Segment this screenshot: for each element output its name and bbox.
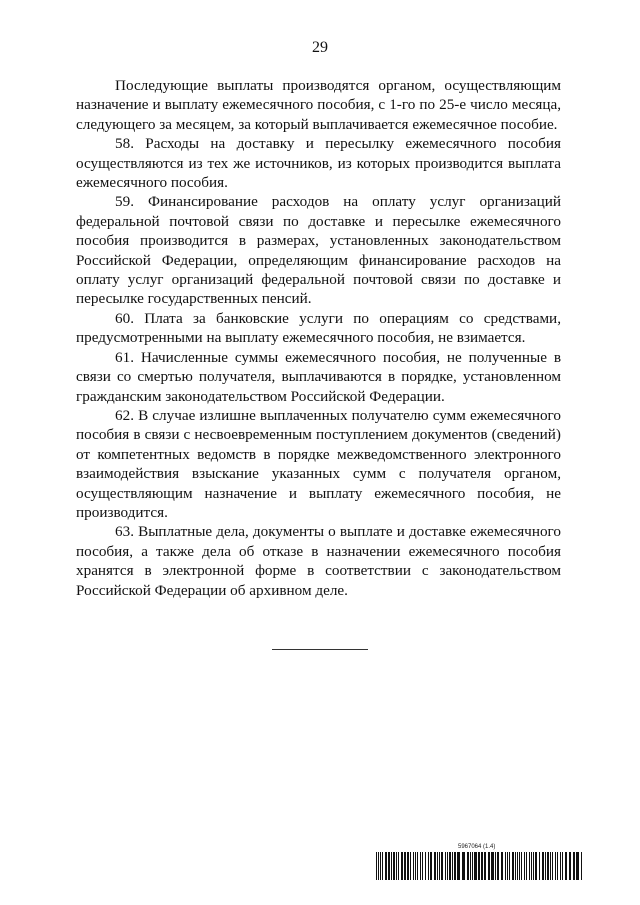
barcode-bar bbox=[437, 852, 438, 880]
barcode-bar bbox=[413, 852, 414, 880]
barcode-bar bbox=[439, 852, 440, 880]
barcode-bar bbox=[488, 852, 490, 880]
barcode-bar bbox=[517, 852, 518, 880]
barcode-bar bbox=[524, 852, 525, 880]
barcode-bar bbox=[430, 852, 432, 880]
barcode-bar bbox=[380, 852, 381, 880]
barcode-bar bbox=[415, 852, 416, 880]
end-separator-line bbox=[272, 649, 368, 650]
barcode-bar bbox=[452, 852, 453, 880]
barcode-bar bbox=[573, 852, 575, 880]
barcode-bar bbox=[581, 852, 582, 880]
barcode-bar bbox=[539, 852, 540, 880]
barcode-bar bbox=[542, 852, 544, 880]
barcode-bar bbox=[470, 852, 471, 880]
document-body bbox=[76, 76, 561, 600]
barcode-bar bbox=[420, 852, 421, 880]
barcode-bar bbox=[545, 852, 546, 880]
barcode-bar bbox=[521, 852, 522, 880]
paragraph-61: 61. Начисленные суммы ежемесячного пособия, не полученные в связи со смертью получателя, выплачиваются в порядке, установленном гражданским законодательством Российской Федерации. bbox=[76, 348, 561, 405]
barcode-bar bbox=[560, 852, 561, 880]
barcode-bar bbox=[396, 852, 397, 880]
barcode-bar bbox=[385, 852, 387, 880]
barcode-bar bbox=[478, 852, 480, 880]
paragraph-62: 62. В случае излишне выплаченных получателю сумм ежемесячного пособия в связи с несвоевременным поступлением документов (сведений) от компетентных ведомств в порядке межведомственного электронного взаимодействия взыскание указанных сумм с получателя органом, осуществляющим назначение и выплату ежемесячного пособия, не производится. bbox=[76, 406, 561, 521]
barcode-bar bbox=[467, 852, 469, 880]
barcode-bar bbox=[509, 852, 510, 880]
barcode-bar bbox=[507, 852, 508, 880]
barcode-bar bbox=[428, 852, 429, 880]
barcode-bar bbox=[535, 852, 537, 880]
barcode-bar bbox=[501, 852, 503, 880]
barcode-bar bbox=[519, 852, 520, 880]
paragraph-58: 58. Расходы на доставку и пересылку ежемесячного пособия осуществляются из тех же источников, из которых производится выплата ежемесячного пособия. bbox=[76, 135, 561, 192]
barcode-bar bbox=[462, 852, 465, 880]
paragraph-63: 63. Выплатные дела, документы о выплате и доставке ежемесячного пособия, а также дела об отказе в назначении ежемесячного пособия хранятся в электронной форме в соответствии с законодательством Российской Федерации об архивном деле. bbox=[76, 523, 561, 599]
barcode-bar bbox=[417, 852, 418, 880]
barcode-bar bbox=[388, 852, 390, 880]
barcode-bar bbox=[457, 852, 460, 880]
barcode-bar bbox=[407, 852, 409, 880]
barcode-bar bbox=[569, 852, 571, 880]
barcode-bar bbox=[445, 852, 446, 880]
barcode-bar bbox=[497, 852, 499, 880]
barcode-bar bbox=[512, 852, 514, 880]
barcode-bar bbox=[404, 852, 406, 880]
barcode-bar bbox=[441, 852, 443, 880]
barcode-bar bbox=[547, 852, 549, 880]
paragraph-continuation: Последующие выплаты производятся органом, осуществляющим назначение и выплату ежемесячного пособия, с 1-го по 25-е число месяца, следующего за месяцем, за который выплачивается ежемесячное пособие. bbox=[76, 77, 561, 133]
barcode-bar bbox=[552, 852, 553, 880]
barcode-bar bbox=[376, 852, 377, 880]
barcode-bar bbox=[382, 852, 383, 880]
barcode-bar bbox=[481, 852, 483, 880]
barcode-bar bbox=[410, 852, 411, 880]
stamp-code: 5967064 (1.4) bbox=[458, 844, 496, 850]
page-number: 29 bbox=[312, 39, 328, 56]
barcode-bar bbox=[531, 852, 532, 880]
barcode-bar bbox=[565, 852, 567, 880]
barcode-bar bbox=[562, 852, 563, 880]
barcode-bar bbox=[454, 852, 456, 880]
barcode-bar bbox=[505, 852, 506, 880]
barcode-bar bbox=[422, 852, 423, 880]
barcode-bar bbox=[401, 852, 403, 880]
barcode-bar bbox=[526, 852, 527, 880]
barcode-bar bbox=[484, 852, 486, 880]
barcode-bar bbox=[555, 852, 556, 880]
barcode-bar bbox=[533, 852, 534, 880]
barcode-bar bbox=[474, 852, 477, 880]
barcode-bar bbox=[515, 852, 516, 880]
barcode-bar bbox=[472, 852, 473, 880]
barcode-bar bbox=[393, 852, 395, 880]
barcode-bar bbox=[447, 852, 448, 880]
paragraph-60: 60. Плата за банковские услуги по операциям со средствами, предусмотренными на выплату ежемесячного пособия, не взимается. bbox=[76, 309, 561, 347]
barcode-bar bbox=[495, 852, 496, 880]
barcode-icon bbox=[376, 852, 586, 880]
barcode-bar bbox=[550, 852, 551, 880]
barcode-bar bbox=[529, 852, 530, 880]
barcode-bar bbox=[398, 852, 399, 880]
barcode-bar bbox=[491, 852, 494, 880]
barcode-bar bbox=[449, 852, 451, 880]
barcode-bar bbox=[434, 852, 436, 880]
barcode-bar bbox=[378, 852, 379, 880]
barcode-bar bbox=[557, 852, 558, 880]
barcode-bar bbox=[576, 852, 579, 880]
barcode-bar bbox=[391, 852, 392, 880]
barcode-bar bbox=[425, 852, 426, 880]
paragraph-59: 59. Финансирование расходов на оплату услуг организаций федеральной почтовой связи по доставке и пересылке ежемесячного пособия производится в размерах, установленных законодательством Российской Федерации, определяющим финансирование расходов на оплату услуг организаций федеральной почтовой связи по доставке и пересылке государственных пенсий. bbox=[76, 193, 561, 308]
